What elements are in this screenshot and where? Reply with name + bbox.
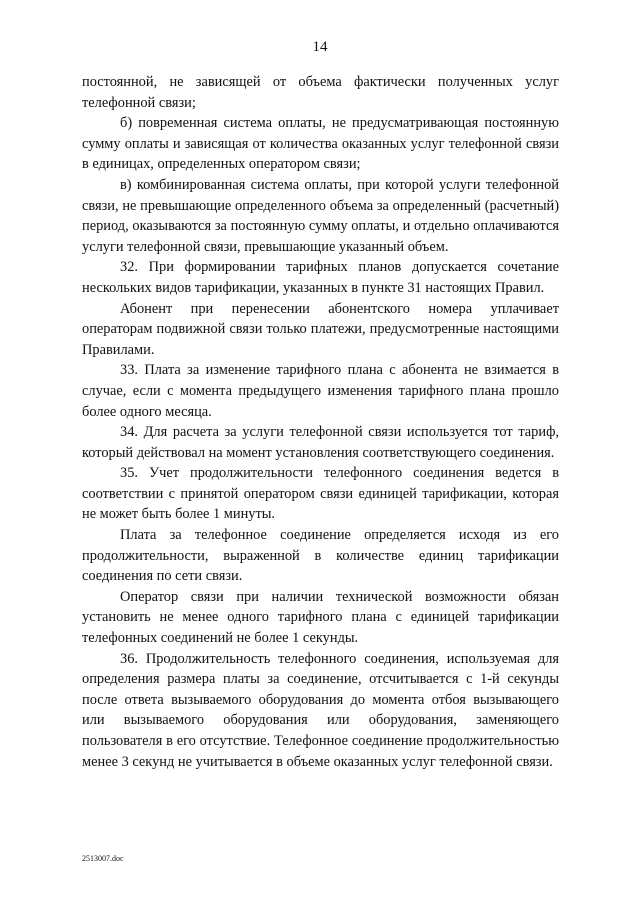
- paragraph-32: 32. При формировании тарифных планов допускается сочетание нескольких видов тарификации, указанных в пункте 31 настоящих Правил.: [82, 259, 559, 296]
- page-number: 14: [312, 39, 328, 55]
- paragraph-35: 35. Учет продолжительности телефонного соединения ведется в соответствии с принятой оператором связи единицей тарификации, которая не может быть более 1 минуты.: [82, 465, 559, 523]
- paragraph-35-operator: Оператор связи при наличии технической возможности обязан установить не менее одного тарифного плана с единицей тарификации телефонных соединений не более 1 секунды.: [82, 588, 559, 647]
- paragraph-c-combined-payment: в) комбинированная система оплаты, при которой услуги телефонной связи, не превышающие определенного объема за определенный (расчетный) период, оказываются за постоянную сумму оплаты, и отдельно оплачиваются услуги телефонной связи, превышающие указанный объем.: [82, 176, 559, 255]
- paragraph-b-time-based-payment: б) повременная система оплаты, не предусматривающая постоянную сумму оплаты и зависящая от количества оказанных услуг телефонной связи в единицах, определенных оператором связи;: [82, 115, 559, 173]
- paragraph-36: 36. Продолжительность телефонного соединения, используемая для определения размера платы за соединение, отсчитывается с 1-й секунды после ответа вызываемого оборудования до момента отбоя вызывающего или вызываемого оборудования или оборудования, заменяющего пользователя в его отсутствие. Телефонное соединение продолжительностью менее 3 секунд не учитывается в объеме оказанных услуг телефонной связи.: [82, 650, 559, 770]
- paragraph-a-continuation: постоянной, не зависящей от объема фактически полученных услуг телефонной связи;: [82, 74, 559, 111]
- document-body: [82, 72, 559, 772]
- paragraph-33: 33. Плата за изменение тарифного плана с абонента не взимается в случае, если с момента предыдущего изменения тарифного плана прошло более одного месяца.: [82, 362, 559, 420]
- paragraph-32-subscriber: Абонент при перенесении абонентского номера уплачивает операторам подвижной связи только платежи, предусмотренные настоящими Правилами.: [82, 300, 559, 358]
- paragraph-34: 34. Для расчета за услуги телефонной связи используется тот тариф, который действовал на момент установления соответствующего соединения.: [82, 424, 559, 461]
- footer-filename: 2513007.doc: [82, 854, 124, 863]
- paragraph-35-fee: Плата за телефонное соединение определяется исходя из его продолжительности, выраженной в количестве единиц тарификации соединения по сети связи.: [82, 527, 559, 585]
